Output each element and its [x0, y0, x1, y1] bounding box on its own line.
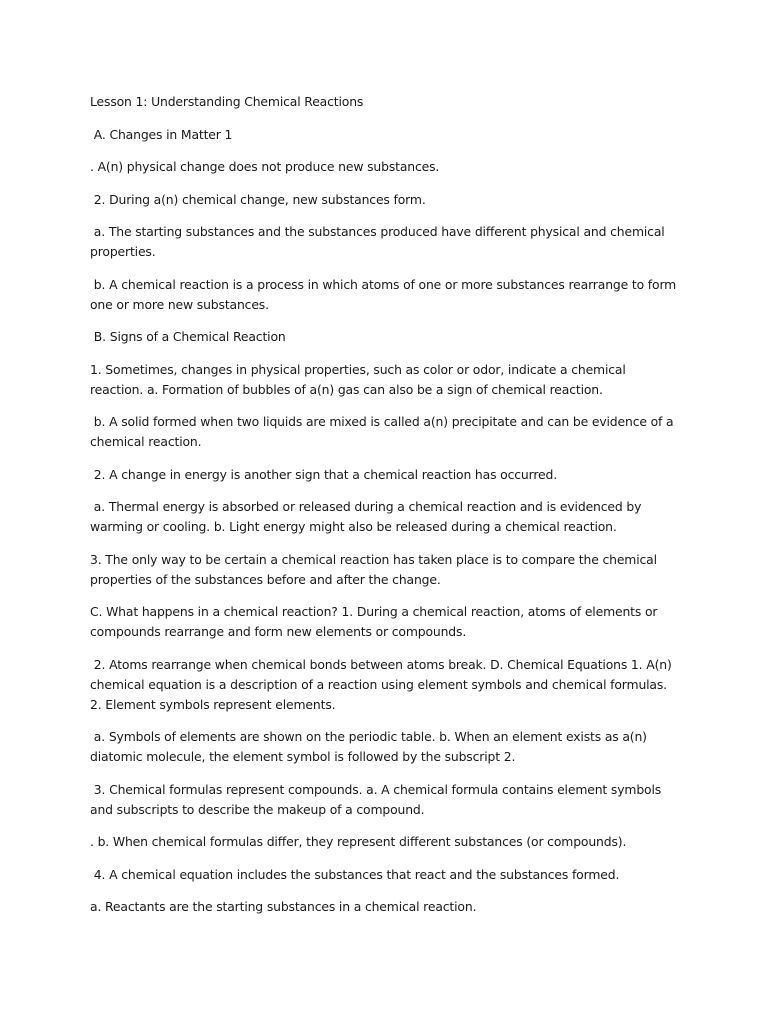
paragraph-14: 4. A chemical equation includes the substances that react and the substances formed.	[90, 866, 620, 882]
paragraph-12: 3. Chemical formulas represent compounds. a. A chemical formula contains element symbols and subscripts to describe the makeup of a compound.	[90, 781, 665, 817]
paragraph-6: b. A solid formed when two liquids are mixed is called a(n) precipitate and can be evidence of a chemical reaction.	[90, 414, 678, 449]
paragraph-8: a. Thermal energy is absorbed or released during a chemical reaction and is evidenced by warming or cooling. b. Light energy might also be released during a chemical reaction.	[90, 499, 646, 534]
paragraph-15: a. Reactants are the starting substances in a chemical reaction.	[90, 899, 477, 914]
lesson-title: Lesson 1: Understanding Chemical Reactions	[90, 94, 364, 109]
paragraph-11: a. Symbols of elements are shown on the periodic table. b. When an element exists as a(n) diatomic molecule, the element symbol is followed by the subscript 2.	[90, 729, 651, 764]
paragraph-9: 3. The only way to be certain a chemical reaction has taken place is to compare the chemical properties of the substances before and after the change.	[90, 551, 661, 587]
paragraph-3: a. The starting substances and the substances produced have different physical and chemical properties.	[90, 224, 669, 259]
paragraph-10: 2. Atoms rearrange when chemical bonds between atoms break. D. Chemical Equations 1. A(n) chemical equation is a description of a reaction using element symbols and chemical formulas. 2. Element symbols represent elements.	[90, 656, 676, 712]
paragraph-2: 2. During a(n) chemical change, new substances form.	[90, 191, 426, 207]
paragraph-1: . A(n) physical change does not produce new substances.	[90, 159, 440, 174]
paragraph-5: 1. Sometimes, changes in physical properties, such as color or odor, indicate a chemical reaction. a. Formation of bubbles of a(n) gas can also be a sign of chemical reaction.	[90, 361, 630, 397]
paragraph-4: b. A chemical reaction is a process in which atoms of one or more substances rearrange to form one or more new substances.	[90, 276, 680, 312]
document-body	[90, 92, 680, 930]
section-heading-c: C. What happens in a chemical reaction? 1. During a chemical reaction, atoms of elements or compounds rearrange and form new elements or compounds.	[90, 604, 662, 639]
section-heading-a: A. Changes in Matter 1	[90, 126, 233, 142]
section-heading-b: B. Signs of a Chemical Reaction	[90, 329, 286, 344]
paragraph-7: 2. A change in energy is another sign that a chemical reaction has occurred.	[90, 466, 558, 482]
paragraph-13: . b. When chemical formulas differ, they represent different substances (or compounds).	[90, 834, 627, 849]
